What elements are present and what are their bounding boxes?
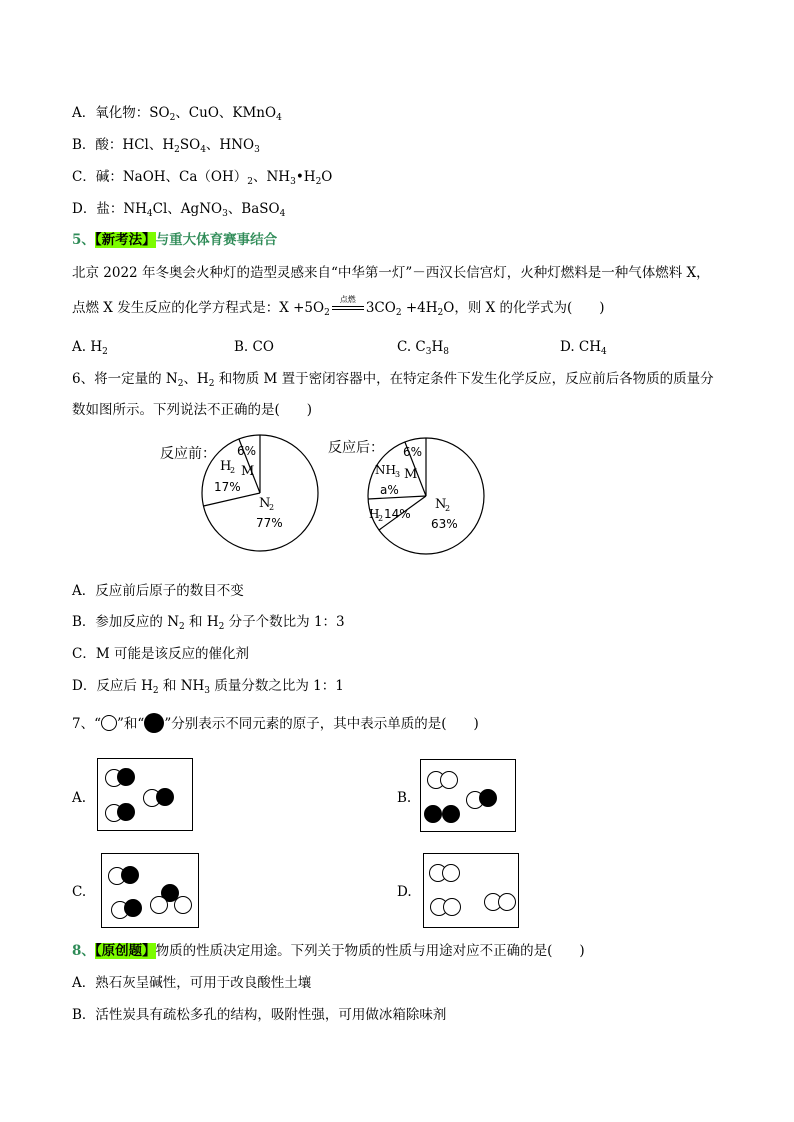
pie-after-nh-label: NH xyxy=(375,463,396,477)
pie-after-title: 反应后： xyxy=(328,440,384,456)
pie-after-h-label: H xyxy=(369,507,380,521)
pie-before-n-sub: 2 xyxy=(269,503,275,512)
pie-after-n-pct: 63% xyxy=(431,517,458,531)
q6-option-b: B．参加反应的 $N_2$ 和 $H_2$ 分子个数比为 1：3 xyxy=(72,614,345,632)
pie-before-h-label: H xyxy=(220,459,232,474)
pie-before-h-sub: 2 xyxy=(230,466,236,475)
q5-option-d: D. $CH_4$ xyxy=(560,339,607,357)
pie-after-nh-sub: 3 xyxy=(395,470,401,479)
q5-option-a: A. $H_2$ xyxy=(72,339,108,357)
black-atom xyxy=(424,805,442,823)
black-atom xyxy=(117,768,135,786)
q4-option-b: B．酸：HCl、$H_2SO_4$、$HNO_3$ xyxy=(72,137,260,155)
pie-before-n-pct: 77% xyxy=(256,516,283,530)
black-atom xyxy=(124,899,142,917)
q8-option-a: A．熟石灰呈碱性，可用于改良酸性土壤 xyxy=(72,975,312,991)
pie-before-h-pct: 17% xyxy=(214,480,241,494)
q7-label-c: C. xyxy=(72,884,87,900)
white-atom xyxy=(498,893,516,911)
white-atom xyxy=(440,771,458,789)
pie-before-n-label: N xyxy=(259,496,271,511)
q4-option-d: D．盐：$NH_4Cl$、AgNO$_3$、BaSO$_4$ xyxy=(72,201,286,219)
pie-before-m-label: M xyxy=(241,464,255,479)
q6-stem-line2: 数如图所示。下列说法不正确的是( ) xyxy=(72,402,313,418)
black-atom xyxy=(121,866,139,884)
q8-tag: 【原创题】 xyxy=(94,943,156,959)
q7-box-d xyxy=(423,853,519,928)
q7-label-b: B. xyxy=(397,790,412,806)
white-atom xyxy=(443,898,461,916)
white-atom xyxy=(174,896,192,914)
pie-after-h-pct: 14% xyxy=(384,507,411,521)
q5-stem-line2: 点燃 X 发生反应的化学方程式是：$X +5O_2$ 点燃 $3CO_2 +4H_2O$，则 X 的化学式为( ) xyxy=(72,295,605,318)
q8-heading: 8、【原创题】物质的性质决定用途。下列关于物质的性质与用途对应不正确的是( ) xyxy=(72,943,585,959)
pie-after-n-sub: 2 xyxy=(445,504,451,513)
white-atom xyxy=(150,896,168,914)
q7-box-b xyxy=(420,759,516,832)
black-atom xyxy=(442,805,460,823)
q5-option-b: B. CO xyxy=(234,339,274,355)
q7-stem: 7、“ ”和“ ”分别表示不同元素的原子，其中表示单质的是( ) xyxy=(72,713,479,733)
black-atom xyxy=(479,789,497,807)
q7-label-d: D. xyxy=(397,884,412,900)
pie-before xyxy=(200,433,322,555)
pie-before-title: 反应前： xyxy=(160,446,216,462)
q7-box-a xyxy=(97,758,193,831)
q8-option-b: B．活性炭具有疏松多孔的结构，吸附性强，可用做冰箱除味剂 xyxy=(72,1007,447,1023)
black-atom xyxy=(117,803,135,821)
q5-stem-line1: 北京 2022 年冬奥会火种灯的造型灵感来自“中华第一灯”－西汉长信宫灯，火种灯燃料是一种气体燃料 X， xyxy=(72,265,710,281)
pie-after-a-pct: a% xyxy=(380,483,399,497)
white-atom xyxy=(442,864,460,882)
q5-heading: 5、【新考法】与重大体育赛事结合 xyxy=(72,232,278,248)
q4-option-c: C．碱：NaOH、$Ca(OH)_2$、$NH_3•H_2O$ xyxy=(72,169,333,187)
black-atom-icon xyxy=(144,713,164,733)
pie-after-h-sub: 2 xyxy=(378,514,384,523)
q5-option-c: C. $C_3H_8$ xyxy=(397,339,450,357)
q7-label-a: A. xyxy=(72,790,87,806)
q6-stem-line1: 6、将一定量的 $N_2$、$H_2$ 和物质 M 置于密闭容器中，在特定条件下发生化学反应，反应前后各物质的质量分 xyxy=(72,371,714,389)
black-atom xyxy=(156,788,174,806)
q7-box-c xyxy=(101,853,199,928)
q6-option-c: C．M 可能是该反应的催化剂 xyxy=(72,646,249,662)
pie-after-m-pct: 6% xyxy=(403,445,423,459)
q5-tag: 【新考法】 xyxy=(94,232,156,248)
pie-after-m-label: M xyxy=(404,467,418,482)
q4-option-a: A．氧化物：$SO_2$、CuO、KMnO$_4$ xyxy=(72,105,282,123)
pie-after-n-label: N xyxy=(435,497,447,512)
q6-option-a: A．反应前后原子的数目不变 xyxy=(72,583,244,599)
equation-condition: 点燃 xyxy=(330,299,366,317)
white-atom-icon xyxy=(101,715,117,731)
q6-option-d: D．反应后 $H_2$ 和 $NH_3$ 质量分数之比为 1：1 xyxy=(72,678,344,696)
pie-after xyxy=(366,436,488,558)
pie-before-m-pct: 6% xyxy=(237,444,257,458)
